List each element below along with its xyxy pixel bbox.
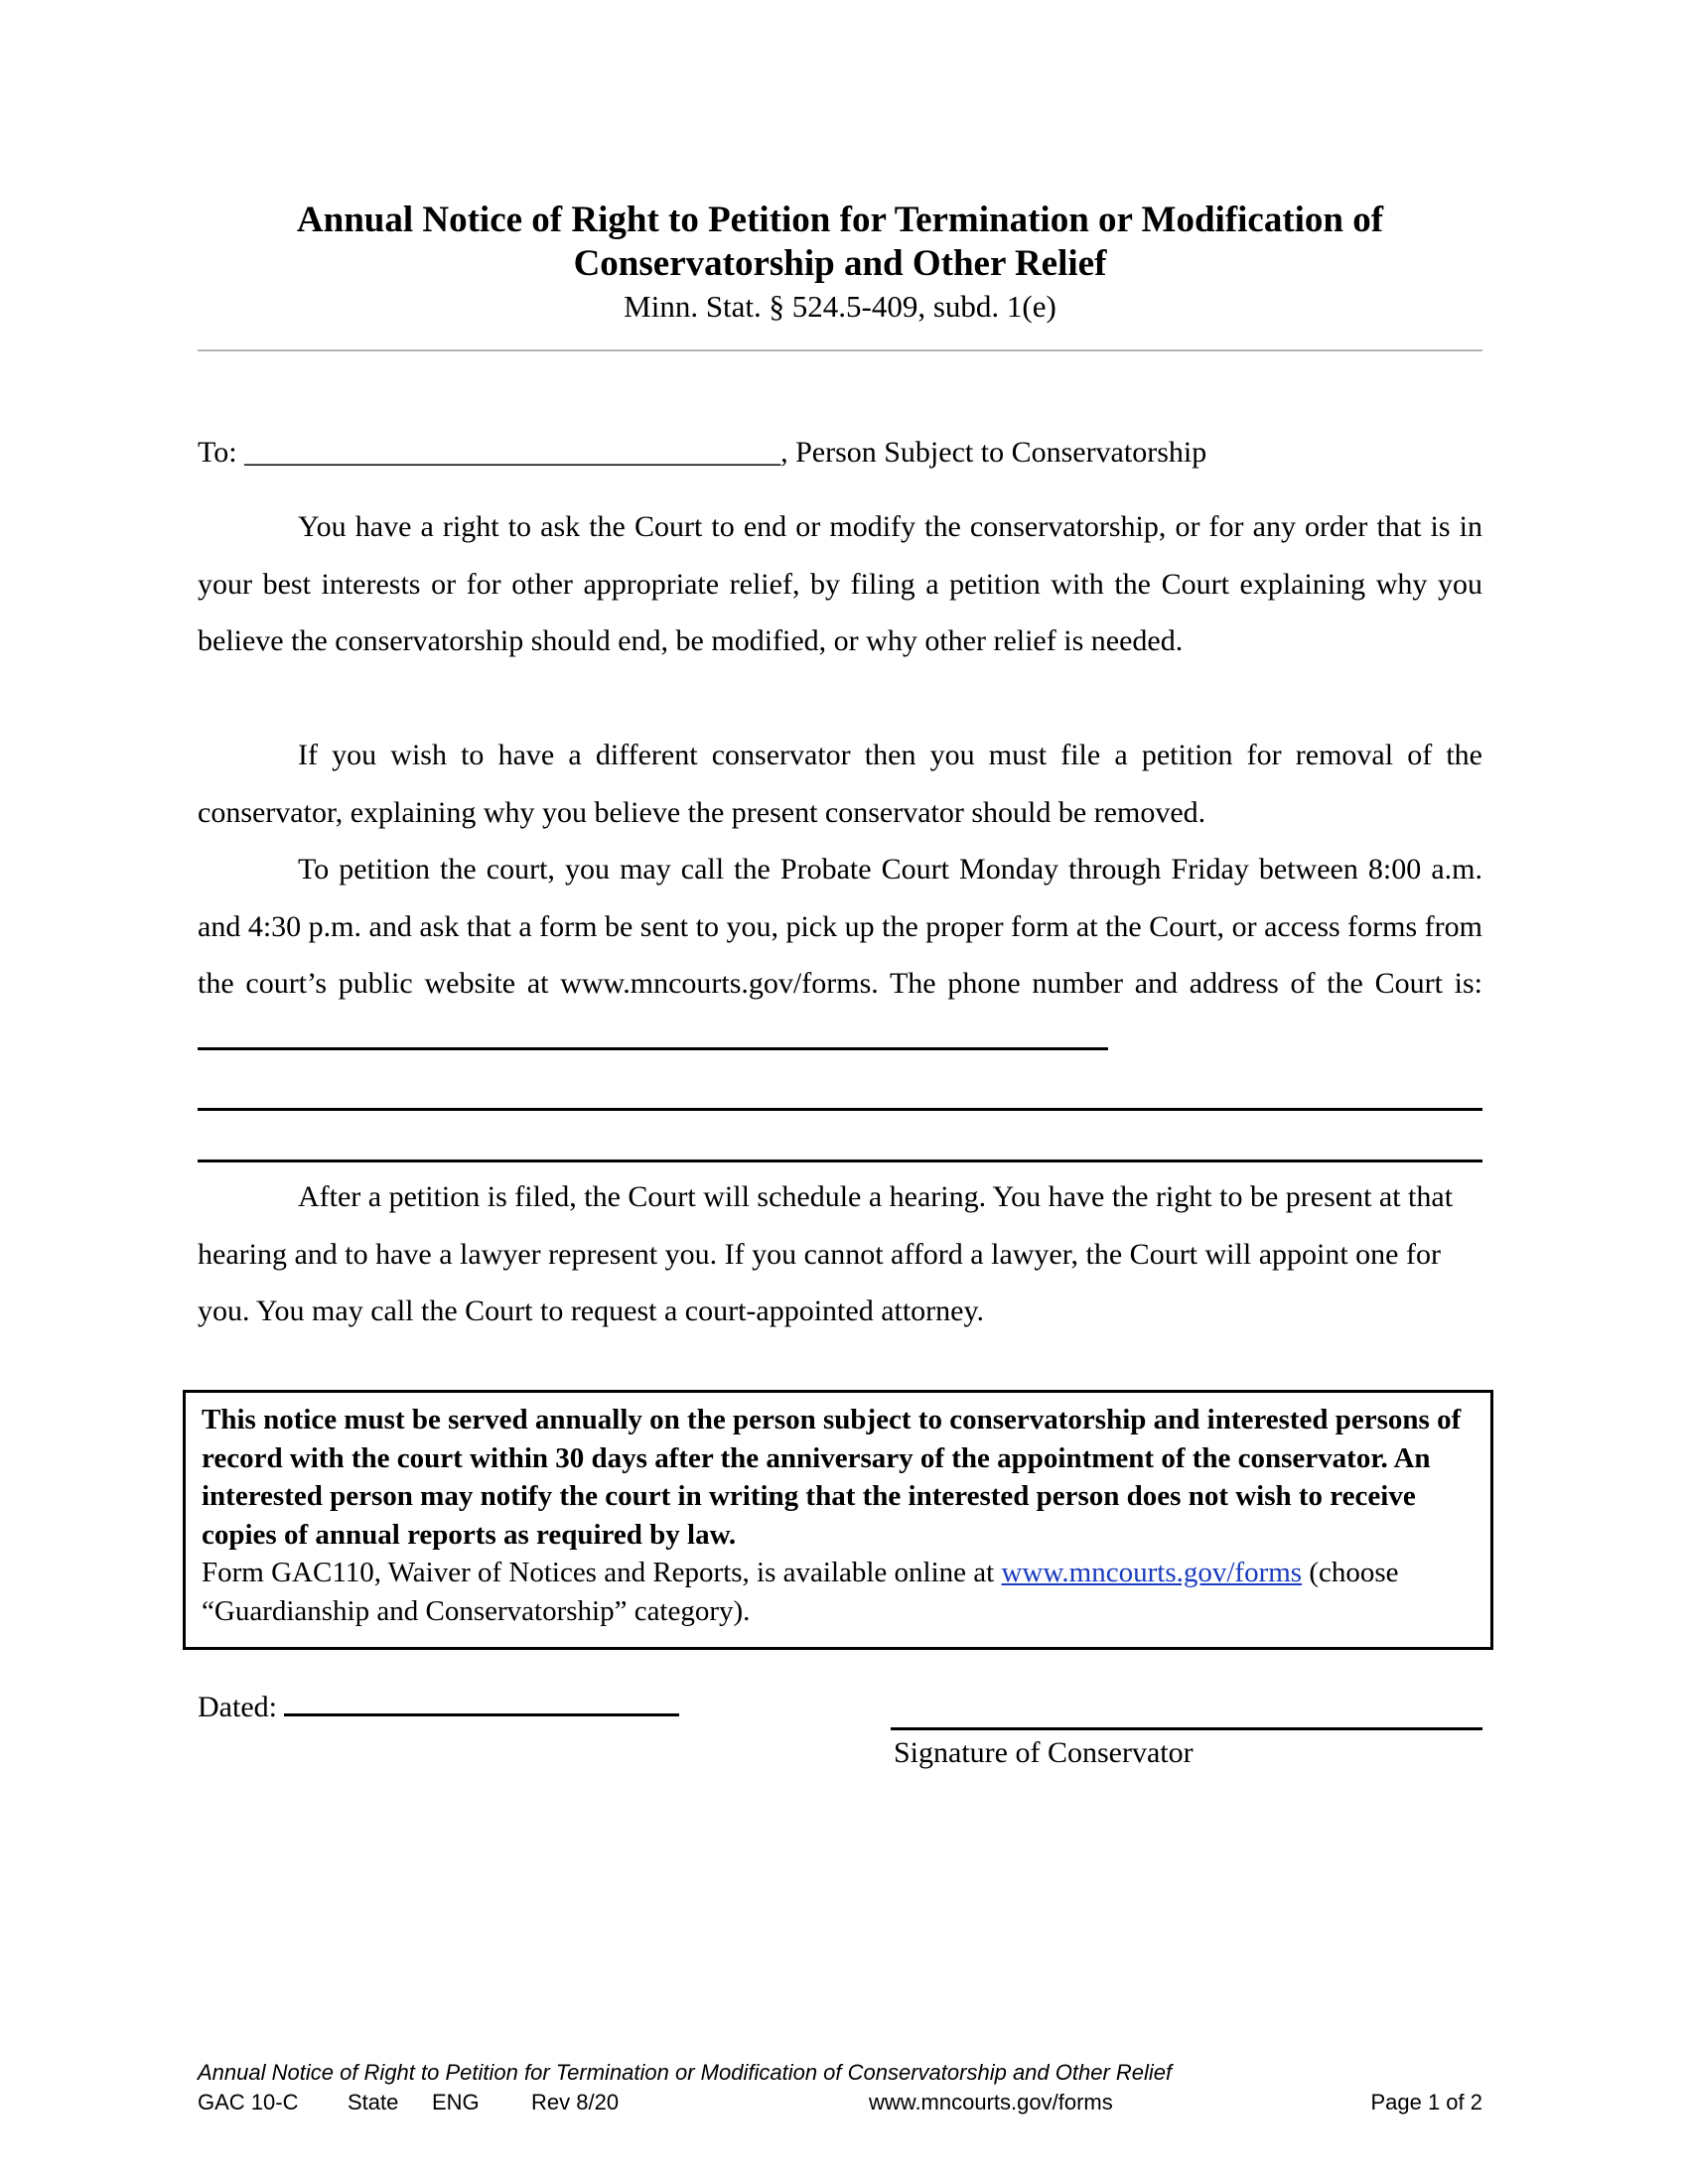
date-field[interactable] xyxy=(284,1688,679,1716)
service-notice-box xyxy=(183,1390,1493,1650)
waiver-form-text: Form GAC110, Waiver of Notices and Reports, is available online at www.mncourts.gov/forms (choose “Guardianship and Conservatorship” category). xyxy=(202,1557,1399,1627)
addressee-blank-field[interactable]: ____________________________________ xyxy=(244,436,781,469)
addressee-line xyxy=(198,433,1488,473)
court-address-field-line-2[interactable] xyxy=(198,1108,1482,1111)
signature-label: Signature of Conservator xyxy=(894,1736,1194,1769)
footer-website: www.mncourts.gov/forms xyxy=(869,2090,1113,2115)
mncourts-forms-link[interactable]: www.mncourts.gov/forms xyxy=(1001,1557,1303,1588)
footer-language: ENG xyxy=(432,2090,480,2115)
paragraph-how-to-petition xyxy=(198,841,1482,1069)
footer-form-code: GAC 10-C xyxy=(198,2090,299,2115)
footer-page-number: Page 1 of 2 xyxy=(1370,2090,1482,2115)
court-address-field-line-1[interactable] xyxy=(198,1022,1108,1050)
footer-revision: Rev 8/20 xyxy=(531,2090,620,2115)
footer-jurisdiction: State xyxy=(348,2090,399,2115)
form-header xyxy=(198,199,1482,326)
court-address-field-line-3[interactable] xyxy=(198,1160,1482,1162)
statute-citation: Minn. Stat. § 524.5-409, subd. 1(e) xyxy=(624,289,1056,324)
to-label: To: xyxy=(198,436,237,469)
how-to-petition-text: To petition the court, you may call the Probate Court Monday through Friday between 8:00 a.m. and 4:30 p.m. and ask that a form be sent to you, pick up the proper form at the Court, or access forms from the court’s public website at www.mncourts.gov/forms. The phone number and address of the Court is: xyxy=(198,853,1482,1000)
paragraph-hearing-rights: After a petition is filed, the Court will schedule a hearing. You have the right to be present at that hearing and to have a lawyer represent you. If you cannot afford a lawyer, the Court will appoint one for you. You may call the Court to request a court-appointed attorney. xyxy=(198,1180,1454,1327)
header-divider xyxy=(198,349,1482,351)
dated-row xyxy=(198,1688,679,1727)
form-title: Annual Notice of Right to Petition for Termination or Modification of Conservatorship and Other Relief xyxy=(296,200,1384,284)
addressee-role-label: , Person Subject to Conservatorship xyxy=(780,436,1207,469)
signature-field[interactable] xyxy=(891,1727,1482,1730)
paragraph-right-to-petition: You have a right to ask the Court to end or modify the conservatorship, or for any order that is in your best interests or for other appropriate relief, by filing a petition with the Court explaining why you believe the conservatorship should end, be modified, or why other relief is needed. xyxy=(198,510,1482,657)
service-requirement-text: This notice must be served annually on the person subject to conservatorship and interested persons of record with the court within 30 days after the anniversary of the appointment of the conservator. An interested person may notify the court in writing that the interested person does not wish to receive copies of annual reports as required by law. xyxy=(202,1404,1462,1551)
dated-label: Dated: xyxy=(198,1691,277,1723)
footer-form-title: Annual Notice of Right to Petition for Termination or Modification of Conservatorship and Other Relief xyxy=(198,2060,1173,2085)
footer-info-row xyxy=(198,2089,1482,2116)
paragraph-removal-of-conservator: If you wish to have a different conservator then you must file a petition for removal of the conservator, explaining why you believe the present conservator should be removed. xyxy=(198,739,1482,829)
